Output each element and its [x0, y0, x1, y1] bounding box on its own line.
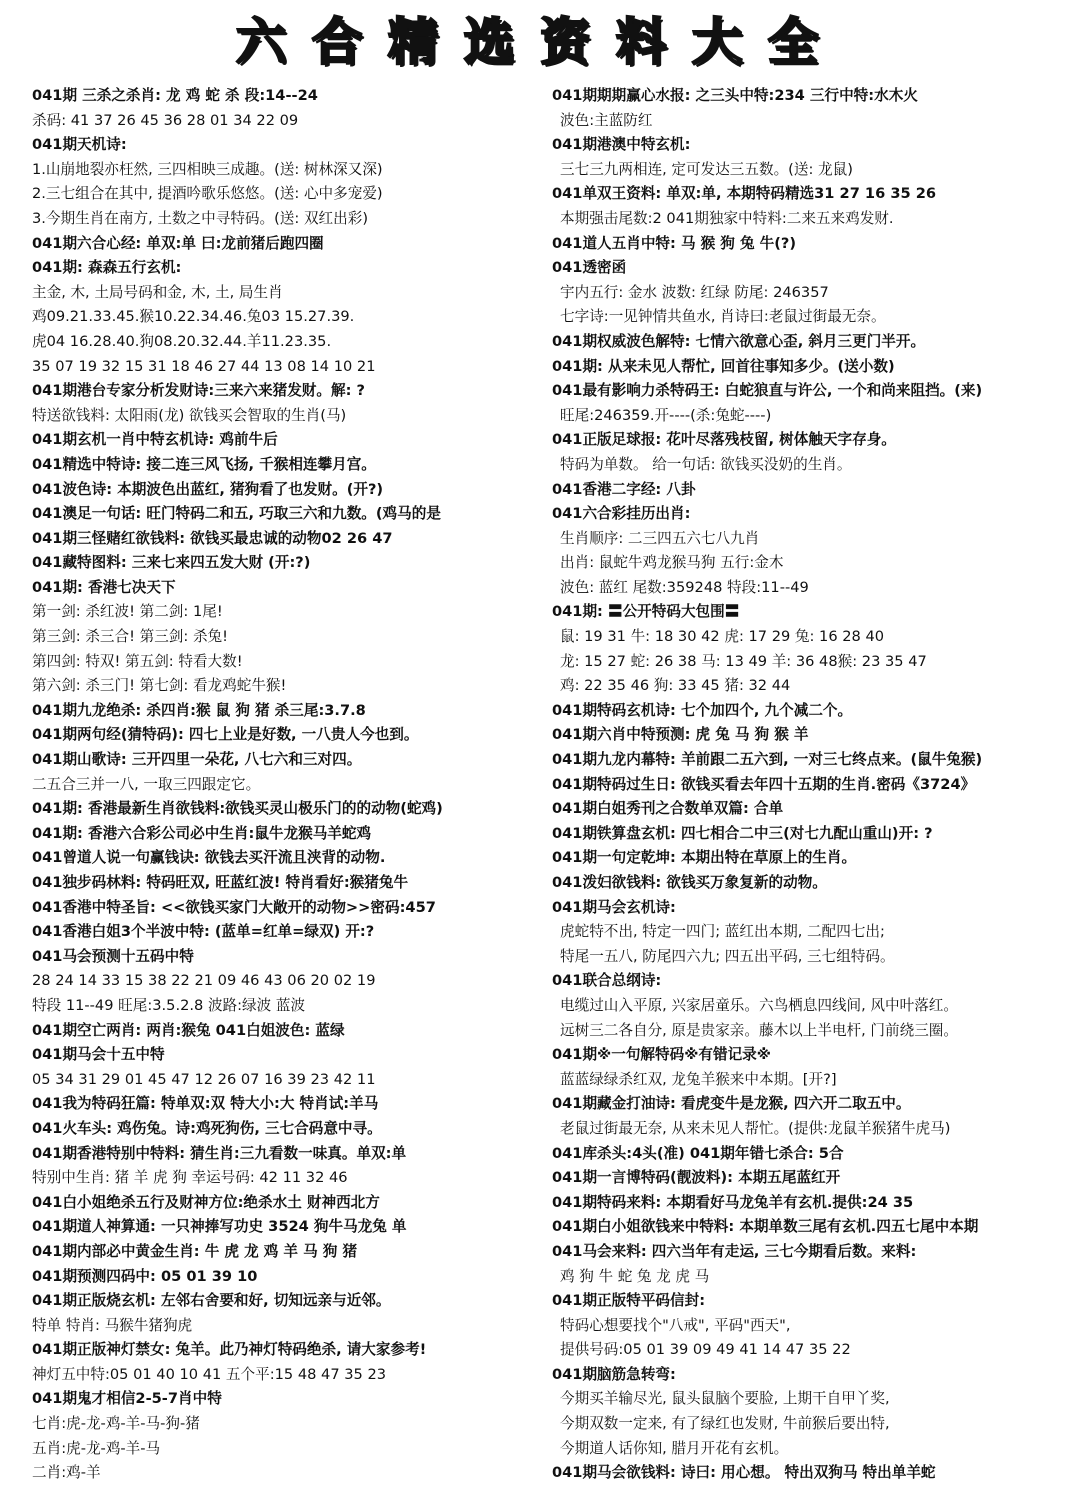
section-heading: 041期九龙绝杀: 杀四肖:猴 鼠 狗 猪 杀三尾:3.7.8	[32, 701, 366, 719]
content-line: 特码心想要找个"八戒", 平码"西天",	[560, 1316, 791, 1334]
content-line: 今期道人话你知, 腊月开花有玄机。	[560, 1439, 789, 1457]
content-line: 3.今期生肖在南方, 土数之中寻特码。(送: 双红出彩)	[32, 209, 369, 227]
section-heading: 041期天机诗:	[32, 136, 127, 154]
section-heading: 041香港二字经: 八卦	[552, 480, 696, 498]
content-line: 特别中生肖: 猪 羊 虎 狗 幸运号码: 42 11 32 46	[32, 1169, 348, 1187]
right-column	[552, 84, 1076, 1486]
content-line: 二五合三并一八, 一取三四跟定它。	[32, 775, 261, 793]
section-heading: 041曾道人说一句赢钱诀: 欲钱去买汗流且浃背的动物.	[32, 849, 386, 867]
content-line: 特单 特肖: 马猴牛猪狗虎	[32, 1316, 193, 1334]
section-heading: 041期道人神算通: 一只神捧写功史 3524 狗牛马龙兔 单	[32, 1218, 407, 1236]
content-line: 1.山崩地裂亦枉然, 三四相映三成趣。(送: 树林深又深)	[32, 160, 383, 178]
content-line: 鸡09.21.33.45.猴10.22.34.46.兔03 15.27.39.	[32, 308, 355, 326]
content-line: 五肖:虎-龙-鸡-羊-马	[32, 1439, 161, 1457]
content-line: 七字诗:一见钟情共鱼水, 肖诗曰:老鼠过街最无奈。	[560, 308, 886, 326]
content-line: 第四剑: 特双! 第五剑: 特看大数!	[32, 652, 243, 670]
section-heading: 041期: 从来未见人帮忙, 回首往事知多少。(送小数)	[552, 357, 895, 375]
section-heading: 041期两句经(猜特码): 四七上业是好数, 一八贵人今也到。	[32, 726, 419, 744]
section-heading: 041我为特码狂篇: 特单双:双 特大小:大 特肖试:羊马	[32, 1095, 379, 1113]
section-heading: 041期脑筋急转弯:	[552, 1365, 676, 1383]
section-heading: 041香港白姐3个半波中特: (蓝单=红单=绿双) 开:?	[32, 923, 375, 941]
section-heading: 041最有影响力杀特码王: 白蛇狼直与许公, 一个和尚来阻挡。(来)	[552, 382, 983, 400]
content-line: 远树三二各自分, 原是贵家亲。藤木以上半电杆, 门前绕三圈。	[560, 1021, 958, 1039]
content-line: 特送欲钱料: 太阳雨(龙) 欲钱买会智取的生肖(马)	[32, 406, 347, 424]
section-heading: 041马会预测十五码中特	[32, 947, 194, 965]
section-heading: 041期正版神灯禁女: 兔羊。此乃神灯特码绝杀, 请大家参考!	[32, 1341, 427, 1359]
content-line: 老鼠过街最无奈, 从来未见人帮忙。(提供:龙鼠羊猴猪牛虎马)	[560, 1119, 951, 1137]
content-line: 宇内五行: 金水 波数: 红绿 防尾: 246357	[560, 283, 829, 301]
section-heading: 041六合彩挂历出肖:	[552, 505, 691, 523]
content-line: 二肖:鸡-羊	[32, 1464, 101, 1482]
content-line: 鸡: 22 35 46 狗: 33 45 猪: 32 44	[560, 677, 791, 695]
section-heading: 041期一言博特码(靓波料): 本期五尾蓝红开	[552, 1169, 841, 1187]
section-heading: 041期: 香港六合彩公司必中生肖:鼠牛龙猴马羊蛇鸡	[32, 824, 372, 842]
section-heading: 041正版足球报: 花叶尽落残枝留, 树体触天字存身。	[552, 431, 896, 449]
section-heading: 041香港中特圣旨: <<欲钱买家门大敞开的动物>>密码:457	[32, 898, 436, 916]
section-heading: 041期空亡两肖: 两肖:猴兔 041白姐波色: 蓝绿	[32, 1021, 345, 1039]
section-heading: 041波色诗: 本期波色出蓝红, 猪狗看了也发财。(开?)	[32, 480, 384, 498]
section-heading: 041期三怪赌红欲钱料: 欲钱买最忠诚的动物02 26 47	[32, 529, 393, 547]
content-line: 第三剑: 杀三合! 第三剑: 杀兔!	[32, 628, 228, 646]
content-line: 今期买羊输尽光, 鼠头鼠脑个要脸, 上期干自甲丫奖,	[560, 1390, 890, 1408]
section-heading: 041单双王资料: 单双:单, 本期特码精选31 27 16 35 26	[552, 185, 937, 203]
content-line: 虎04 16.28.40.狗08.20.32.44.羊11.23.35.	[32, 332, 332, 350]
content-line: 生肖顺序: 二三四五六七八九肖	[560, 529, 760, 547]
content-line: 三七三九两相连, 定可发达三五数。(送: 龙鼠)	[560, 160, 853, 178]
content-line: 第六剑: 杀三门! 第七剑: 看龙鸡蛇牛猴!	[32, 677, 287, 695]
section-heading: 041期六肖中特预测: 虎 兔 马 狗 猴 羊	[552, 726, 809, 744]
section-heading: 041期藏金打油诗: 看虎变牛是龙猴, 四六开二取五中。	[552, 1095, 911, 1113]
section-heading: 041期特码过生日: 欲钱买看去年四十五期的生肖.密码《3724》	[552, 775, 976, 793]
content-line: 鸡 狗 牛 蛇 兔 龙 虎 马	[560, 1267, 710, 1285]
section-heading: 041期白姐秀刊之合数单双篇: 合单	[552, 800, 784, 818]
content-line: 出肖: 鼠蛇牛鸡龙猴马狗 五行:金木	[560, 554, 784, 572]
section-heading: 041期马会十五中特	[32, 1046, 165, 1064]
section-heading: 041马会来料: 四六当年有走运, 三七今期看后数。来料:	[552, 1242, 917, 1260]
section-heading: 041期马会欲钱料: 诗曰: 用心想。 特出双狗马 特出单羊蛇	[552, 1464, 936, 1482]
section-heading: 041精选中特诗: 接二连三风飞扬, 千猴相连攀月宫。	[32, 455, 376, 473]
content-line: 特段 11--49 旺尾:3.5.2.8 波路:绿波 蓝波	[32, 996, 306, 1014]
section-heading: 041库杀头:4头(准) 041期年错七杀合: 5合	[552, 1144, 844, 1162]
section-heading: 041期: 香港七决天下	[32, 578, 176, 596]
section-heading: 041期 三杀之杀肖: 龙 鸡 蛇 杀 段:14--24	[32, 87, 318, 104]
content-line: 第一剑: 杀红波! 第二剑: 1尾!	[32, 603, 223, 621]
section-heading: 041期铁算盘玄机: 四七相合二中三(对七九配山重山)开: ?	[552, 824, 933, 842]
content-line: 今期双数一定来, 有了绿红也发财, 牛前猴后要出特,	[560, 1415, 890, 1433]
content-line: 05 34 31 29 01 45 47 12 26 07 16 39 23 42 11	[32, 1070, 376, 1088]
content-line: 特尾一五八, 防尾四六九; 四五出平码, 三七组特码。	[560, 947, 895, 965]
content-line: 35 07 19 32 15 31 18 46 27 44 13 08 14 10 21	[32, 357, 376, 375]
content-line: 旺尾:246359.开----(杀:兔蛇----)	[560, 406, 772, 424]
content-line: 2.三七组合在其中, 提酒吟歌乐悠悠。(送: 心中多宠爱)	[32, 185, 383, 203]
content-line: 神灯五中特:05 01 40 10 41 五个平:15 48 47 35 23	[32, 1365, 387, 1383]
content-line: 龙: 15 27 蛇: 26 38 马: 13 49 羊: 36 48猴: 23 35 47	[560, 652, 927, 670]
section-heading: 041期: 香港最新生肖欲钱料:欲钱买灵山极乐门的的动物(蛇鸡)	[32, 800, 443, 818]
section-heading: 041期: 〓公开特码大包围〓	[552, 603, 740, 621]
section-heading: 041澳足一句话: 旺门特码二和五, 巧取三六和九数。(鸡马的是	[32, 505, 441, 523]
section-heading: 041期鬼才相信2-5-7肖中特	[32, 1390, 222, 1408]
content-line: 主金, 木, 土局号码和金, 木, 土, 局生肖	[32, 283, 283, 301]
section-heading: 041期预测四码中: 05 01 39 10	[32, 1267, 258, 1285]
page-title: 六合精选资料大全	[236, 12, 844, 71]
section-heading: 041期特码来料: 本期看好马龙兔羊有玄机.提供:24 35	[552, 1193, 914, 1211]
content-line: 本期强击尾数:2 041期独家中特料:二来五来鸡发财.	[560, 209, 894, 227]
section-heading: 041期一句定乾坤: 本期出特在草原上的生肖。	[552, 849, 857, 867]
content-line: 杀码: 41 37 26 45 36 28 01 34 22 09	[32, 111, 299, 129]
content-line: 七肖:虎-龙-鸡-羊-马-狗-猪	[32, 1415, 200, 1433]
section-heading: 041火车头: 鸡伤兔。诗:鸡死狗伤, 三七合码意中寻。	[32, 1119, 382, 1137]
content-line: 波色: 蓝红 尾数:359248 特段:11--49	[560, 578, 809, 596]
content-line: 28 24 14 33 15 38 22 21 09 46 43 06 20 02 19	[32, 972, 376, 990]
section-heading: 041期期期赢心水报: 之三头中特:234 三行中特:水木火	[552, 87, 918, 104]
section-heading: 041期正版烧玄机: 左邻右舍要和好, 切知远亲与近邻。	[32, 1292, 391, 1310]
content-line: 特码为单数。 给一句话: 欲钱买没奶的生肖。	[560, 455, 852, 473]
content-line: 电缆过山入平原, 兴家居童乐。六鸟栖息四线间, 风中叶落红。	[560, 996, 958, 1014]
content-line: 虎蛇特不出, 特定一四门; 蓝红出本期, 二配四七出;	[560, 923, 885, 941]
left-column	[32, 84, 548, 1486]
section-heading: 041期内部必中黄金生肖: 牛 虎 龙 鸡 羊 马 狗 猪	[32, 1242, 358, 1260]
section-heading: 041道人五肖中特: 马 猴 狗 兔 牛(?)	[552, 234, 797, 252]
section-heading: 041期※一句解特码※有错记录※	[552, 1046, 771, 1064]
section-heading: 041期港澳中特玄机:	[552, 136, 691, 154]
content-line: 提供号码:05 01 39 09 49 41 14 47 35 22	[560, 1341, 851, 1359]
section-heading: 041独步码林料: 特码旺双, 旺蓝红波! 特肖看好:猴猪兔牛	[32, 874, 409, 891]
section-heading: 041联合总纲诗:	[552, 972, 662, 990]
content-line: 波色:主蓝防红	[560, 111, 653, 129]
section-heading: 041期香港特别中特料: 猜生肖:三九看数一味真。单双:单	[32, 1144, 407, 1162]
section-heading: 041白小姐绝杀五行及财神方位:绝杀水土 财神西北方	[32, 1193, 380, 1211]
section-heading: 041透密函	[552, 259, 627, 277]
section-heading: 041期特码玄机诗: 七个加四个, 九个减二个。	[552, 701, 853, 719]
section-heading: 041期: 森森五行玄机:	[32, 259, 182, 277]
section-heading: 041期山歌诗: 三开四里一朵花, 八七六和三对四。	[32, 751, 362, 769]
section-heading: 041期正版特平码信封:	[552, 1292, 706, 1310]
section-heading: 041期港台专家分析发财诗:三来六来猪发财。解: ?	[32, 382, 365, 400]
section-heading: 041期六合心经: 单双:单 曰:龙前猪后跑四圈	[32, 234, 324, 252]
section-heading: 041期白小姐欲钱来中特料: 本期单数三尾有玄机.四五七尾中本期	[552, 1218, 979, 1236]
section-heading: 041藏特图料: 三来七来四五发大财 (开:?)	[32, 554, 311, 572]
section-heading: 041期九龙内幕特: 羊前跟二五六到, 一对三七终点来。(鼠牛兔猴)	[552, 751, 983, 769]
section-heading: 041泼妇欲钱料: 欲钱买万象复新的动物。	[552, 874, 827, 891]
content-line: 鼠: 19 31 牛: 18 30 42 虎: 17 29 兔: 16 28 40	[560, 628, 885, 646]
section-heading: 041期马会玄机诗:	[552, 898, 676, 916]
section-heading: 041期玄机一肖中特玄机诗: 鸡前牛后	[32, 431, 278, 449]
content-line: 蓝蓝绿绿杀红双, 龙兔羊猴来中本期。[开?]	[560, 1070, 837, 1088]
section-heading: 041期权威波色解特: 七情六欲意心歪, 斜月三更门半开。	[552, 332, 926, 350]
